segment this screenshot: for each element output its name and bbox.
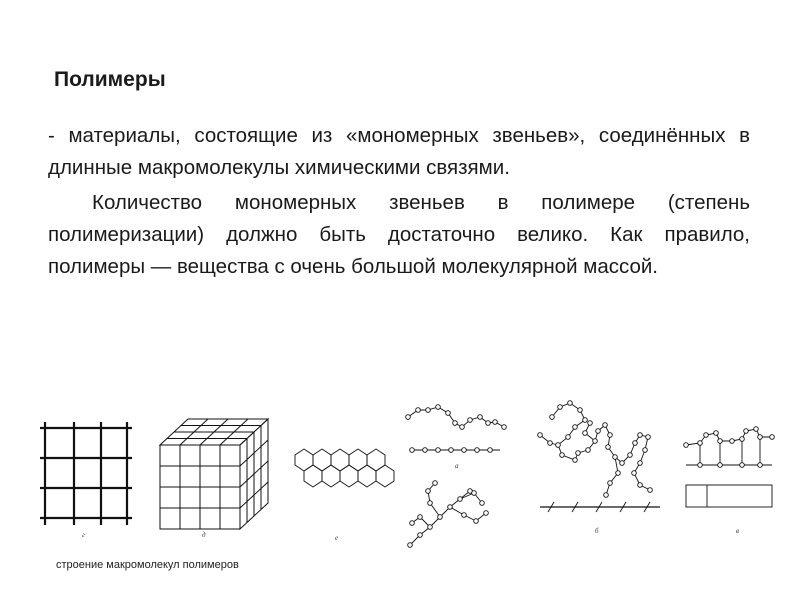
panel-label-d: д bbox=[202, 531, 206, 539]
ladder-structure-diagram bbox=[684, 427, 775, 507]
hexagonal-network-diagram bbox=[295, 449, 394, 487]
slide-title: Полимеры bbox=[54, 68, 166, 91]
linear-branched-chains-diagram bbox=[406, 405, 507, 548]
figure-caption: строение макромолекул полимеров bbox=[56, 559, 239, 571]
grid-network-diagram bbox=[40, 422, 132, 525]
panel-label-b: б bbox=[595, 527, 599, 535]
panel-label-e: е bbox=[335, 534, 339, 542]
coiled-chains-diagram bbox=[538, 401, 660, 512]
definition-paragraph: - материалы, состоящие из «мономерных звеньев», соединённых в длинные макромолекулы химическими связями. bbox=[48, 124, 750, 179]
polymerization-paragraph: Количество мономерных звеньев в полимере (степень полимеризации) должно быть достаточно велико. Как правило, полимеры — вещества с очень большой молекулярной массой. bbox=[48, 191, 750, 278]
cube-lattice-diagram bbox=[160, 419, 268, 529]
slide-body bbox=[48, 120, 750, 283]
panel-label-a: а bbox=[455, 462, 459, 470]
panel-label-g: г bbox=[82, 531, 85, 539]
panel-label-v: в bbox=[736, 527, 740, 535]
macromolecule-structures-figure bbox=[30, 395, 780, 555]
